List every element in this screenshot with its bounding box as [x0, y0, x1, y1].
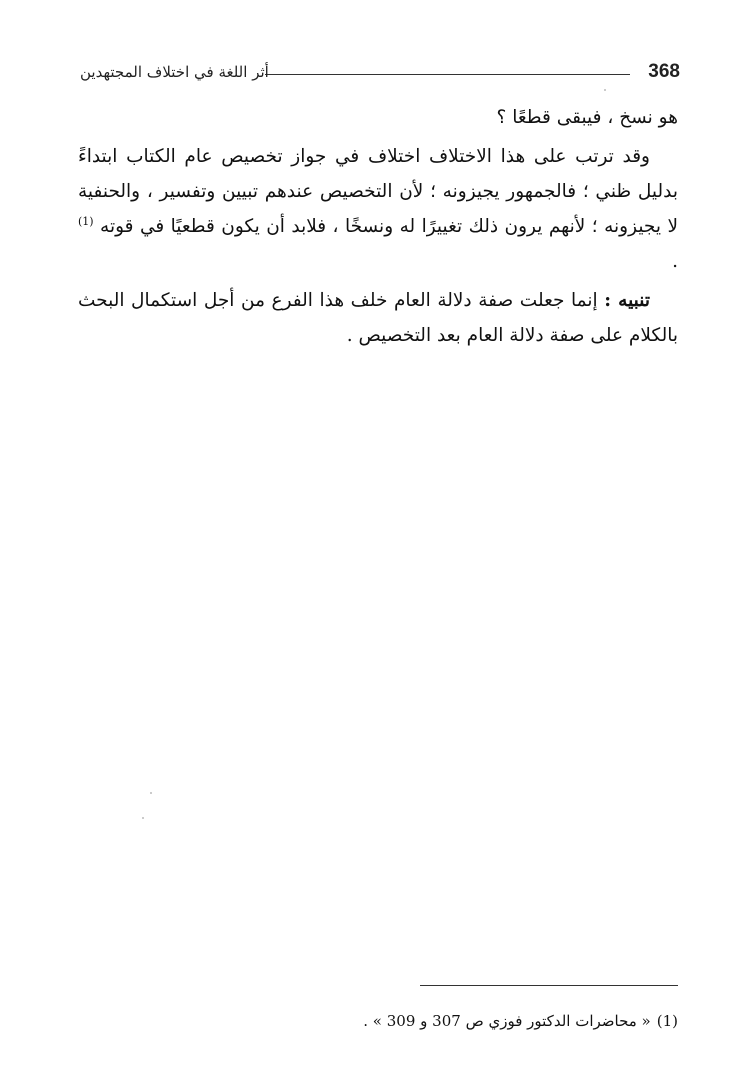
paragraph-3	[78, 283, 678, 353]
scan-speck	[142, 817, 144, 819]
footnote-reference[interactable]: (1)	[78, 214, 94, 228]
paragraph-2-text: وقد ترتب على هذا الاختلاف اختلاف في جواز تخصيص عام الكتاب ابتداءً بدليل ظني ؛ فالجمهور يجيزونه ؛ لأن التخصيص عندهم تبيين وتفسير ، والحنفية لا يجيزونه ؛ لأنهم يرون ذلك تغييرًا له ونسخًا ، فلابد أن يكون قطعيًا في قوته	[78, 146, 678, 237]
paragraph-2-end: .	[672, 251, 678, 272]
paragraph-3-text: إنما جعلت صفة دلالة العام خلف هذا الفرع من أجل استكمال البحث بالكلام على صفة دلالة العام بعد التخصيص .	[78, 290, 678, 346]
footnote-separator	[420, 985, 678, 986]
paragraph-1	[78, 100, 678, 135]
header-rule	[265, 74, 630, 75]
note-label: تنبيه :	[604, 290, 650, 311]
footnote-item	[78, 1008, 678, 1034]
page-number: 368	[648, 61, 680, 82]
footnote-text: « محاضرات الدكتور فوزي ص 307 و 309 » .	[363, 1012, 651, 1030]
running-header	[80, 58, 680, 88]
paragraph-1-text: هو نسخ ، فيبقى قطعًا ؟	[496, 107, 678, 128]
book-title: أثر اللغة في اختلاف المجتهدين	[80, 63, 269, 81]
footnote-number: (1)	[656, 1012, 678, 1030]
scan-speck	[150, 792, 152, 794]
footnotes	[78, 1008, 678, 1034]
paragraph-2	[78, 139, 678, 279]
main-text	[78, 100, 678, 357]
scan-speck	[604, 89, 606, 91]
